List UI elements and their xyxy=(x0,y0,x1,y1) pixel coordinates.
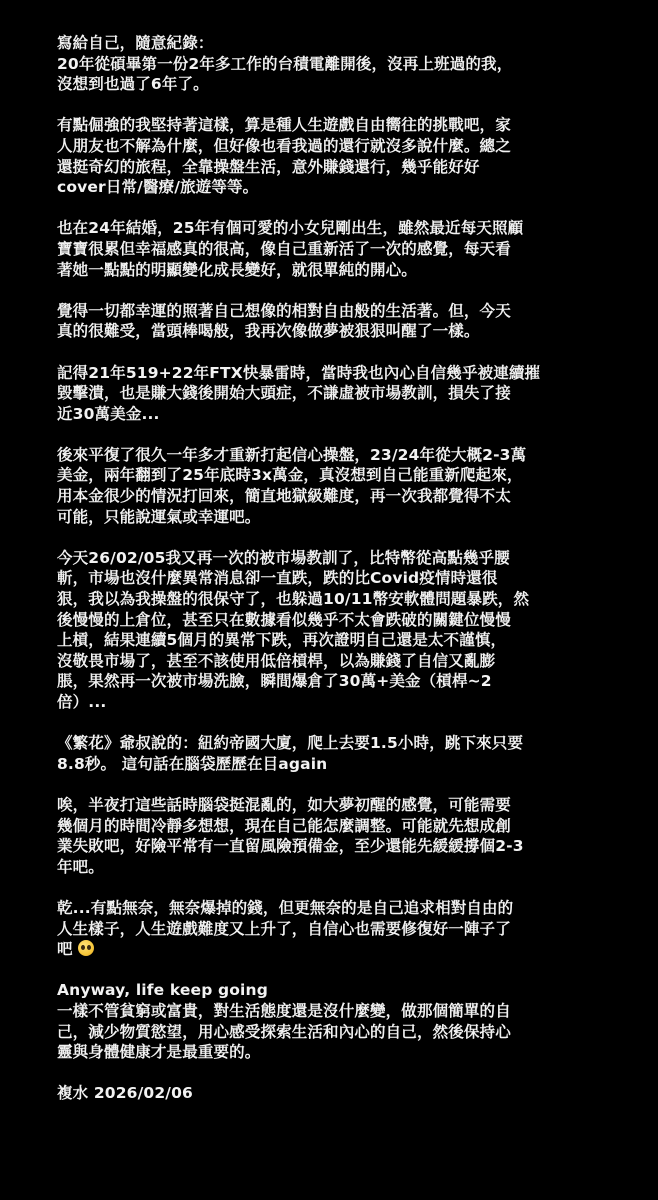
note-line: 寶寶很累但幸福感真的很高，像自己重新活了一次的感覺，每天看 xyxy=(57,239,511,258)
note-line: 年吧。 xyxy=(57,857,104,876)
note-line: 毀擊潰，也是賺大錢後開始大頭症，不謙虛被市場教訓，損失了接 xyxy=(57,384,511,403)
note-line: 8.8秒。 這句話在腦袋歷歷在目again xyxy=(57,754,328,773)
note-paragraph xyxy=(57,445,623,527)
note-paragraph xyxy=(57,980,623,1062)
note-line: 真的很難受，當頭棒喝般，我再次像做夢被狠狠叫醒了一樣。 xyxy=(57,322,480,341)
note-line: 靈與身體健康才是最重要的。 xyxy=(57,1043,261,1062)
note-line: 人生樣子，人生遊戲難度又上升了，自信心也需要修復好一陣子了 xyxy=(57,919,511,938)
note-line: 脹，果然再一次被市場洗臉，瞬間爆倉了30萬+美金（槓桿~2 xyxy=(57,672,492,691)
note-paragraph xyxy=(57,33,623,95)
note-line: 用本金很少的情況打回來，簡直地獄級難度，再一次我都覺得不太 xyxy=(57,487,511,506)
note-line: 寫給自己，隨意紀錄： xyxy=(57,34,214,52)
note-line: 近30萬美金... xyxy=(57,404,160,423)
note-line: 己，減少物質慾望，用心感受探索生活和內心的自己，然後保持心 xyxy=(57,1022,511,1041)
note-line: 幾個月的時間冷靜多想想，現在自己能怎麼調整。可能就先想成創 xyxy=(57,816,511,835)
note-paragraph xyxy=(57,795,623,877)
note-line: 沒敬畏市場了，甚至不該使用低倍槓桿，以為賺錢了自信又亂膨 xyxy=(57,651,496,670)
note-line: 後慢慢的上倉位，甚至只在數據看似幾乎不太會跌破的關鍵位慢慢 xyxy=(57,610,511,629)
note-line: 《繁花》爺叔說的：紐約帝國大廈，爬上去要1.5小時，跳下來只要 xyxy=(57,734,524,753)
note-paragraph xyxy=(57,301,623,342)
note-line: 上槓，結果連續5個月的異常下跌，再次證明自己還是太不謹慎， xyxy=(57,631,507,650)
note-paragraph xyxy=(57,115,623,197)
note-line: 狠，我以為我操盤的很保守了，也躲過10/11幣安軟體問題暴跌，然 xyxy=(57,590,530,609)
note-line: 複水 2026/02/06 xyxy=(57,1084,193,1103)
note-line: Anyway, life keep going xyxy=(57,981,268,1000)
note-line: 著她一點點的明顯變化成長變好，就很單純的開心。 xyxy=(57,260,417,279)
note-paragraph xyxy=(57,218,623,280)
note-body xyxy=(57,33,623,1104)
note-line: 後來平復了很久一年多才重新打起信心操盤，23/24年從大概2-3萬 xyxy=(57,445,527,464)
note-line: 可能，只能說運氣或幸運吧。 xyxy=(57,507,261,526)
note-paragraph xyxy=(57,733,623,774)
pleading-face-icon xyxy=(78,940,94,956)
note-line: 覺得一切都幸運的照著自己想像的相對自由般的生活著。但，今天 xyxy=(57,301,511,320)
note-line: 還挺奇幻的旅程，全靠操盤生活，意外賺錢還行，幾乎能好好 xyxy=(57,157,480,176)
note-line: 有點倔強的我堅持著這樣，算是種人生遊戲自由嚮往的挑戰吧，家 xyxy=(57,116,511,135)
note-paragraph xyxy=(57,898,623,960)
note-paragraph xyxy=(57,548,623,713)
note-line: 倍）... xyxy=(57,693,107,711)
note-line: 乾...有點無奈，無奈爆掉的錢，但更無奈的是自己追求相對自由的 xyxy=(57,898,514,917)
note-line: 沒想到也過了6年了。 xyxy=(57,75,209,94)
note-line: 一樣不管貧窮或富貴，對生活態度還是沒什麼變，做那個簡單的自 xyxy=(57,1001,511,1020)
note-line: 記得21年519+22年FTX快暴雷時，當時我也內心自信幾乎被連續摧 xyxy=(57,363,541,382)
note-line: cover日常/醫療/旅遊等等。 xyxy=(57,178,259,197)
note-line: 美金，兩年翻到了25年底時3x萬金，真沒想到自己能重新爬起來， xyxy=(57,466,523,485)
note-line: 20年從碩畢第一份2年多工作的台積電離開後，沒再上班過的我， xyxy=(57,54,513,73)
note-line: 唉，半夜打這些話時腦袋挺混亂的，如大夢初醒的感覺，可能需要 xyxy=(57,795,511,814)
note-line: 業失敗吧，好險平常有一直留風險預備金，至少還能先緩緩撐個2-3 xyxy=(57,837,524,856)
note-line: 今天26/02/05我又再一次的被市場教訓了，比特幣從高點幾乎腰 xyxy=(57,548,510,567)
note-line: 也在24年結婚，25年有個可愛的小女兒剛出生，雖然最近每天照顧 xyxy=(57,219,524,238)
note-paragraph xyxy=(57,1083,623,1104)
note-paragraph xyxy=(57,363,623,425)
note-line: 吧 xyxy=(57,939,623,960)
note-line: 人朋友也不解為什麼，但好像也看我過的還行就沒多說什麼。總之 xyxy=(57,136,511,155)
note-line: 斬，市場也沒什麼異常消息卻一直跌，跌的比Covid疫情時還很 xyxy=(57,569,498,588)
